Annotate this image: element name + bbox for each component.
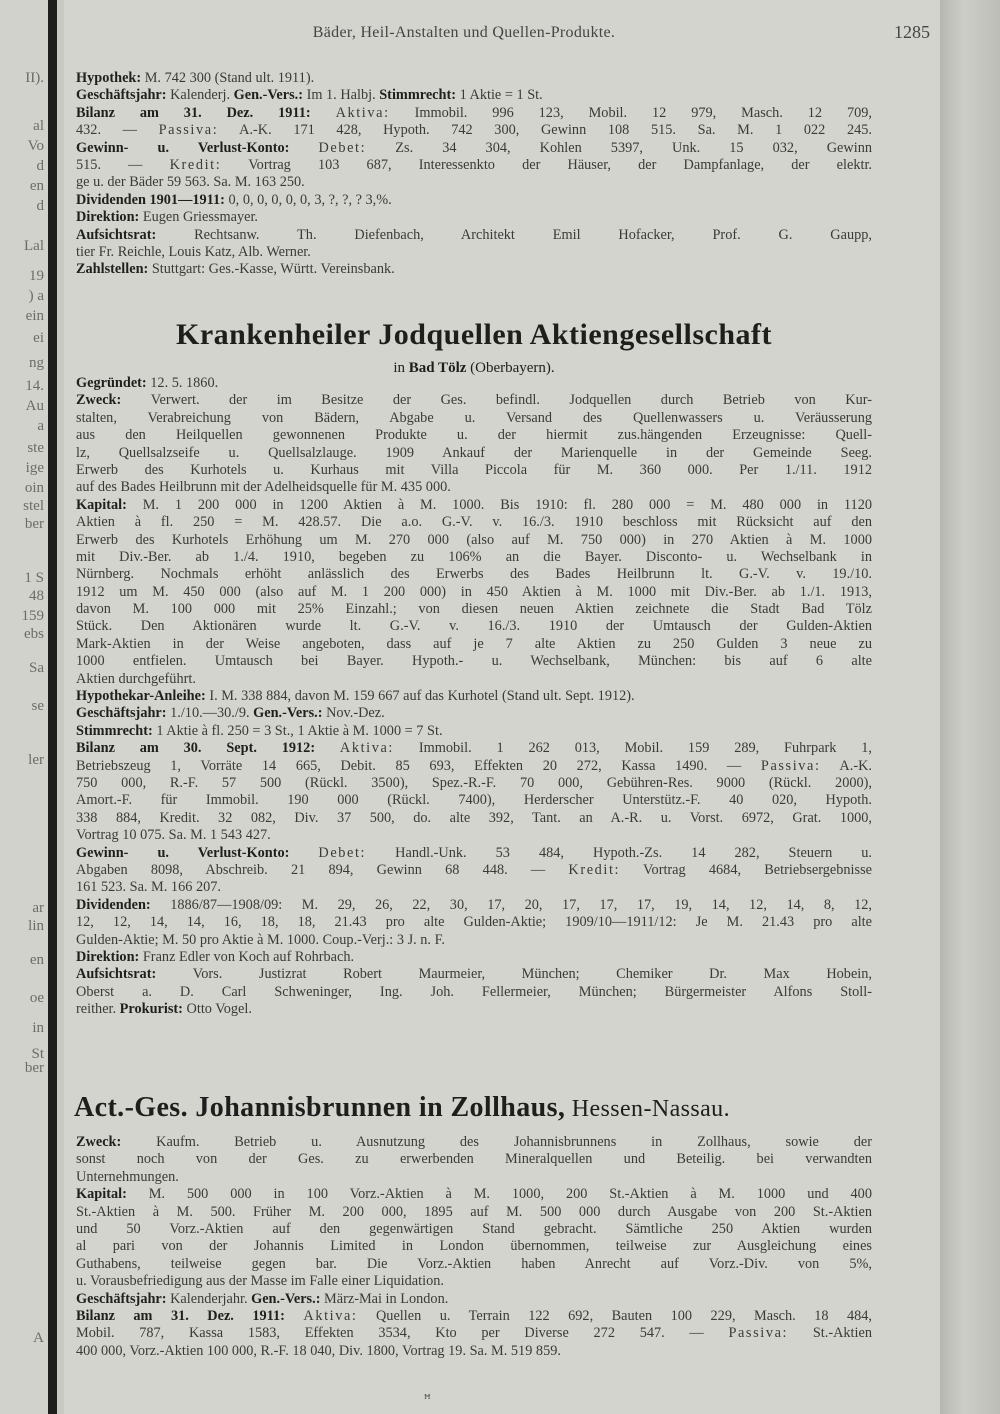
field-text: 1 Aktie = 1 St.: [459, 87, 543, 104]
header-title: Bäder, Heil-Anstalten und Quellen-Produkte.: [312, 24, 616, 41]
text-line: [76, 601, 872, 618]
field-label: Bilanz am 31. Dez. 1911:: [76, 1307, 304, 1324]
field-label: Hypothek:: [76, 70, 145, 86]
field-label: Gen.-Vers.:: [253, 705, 327, 722]
margin-fragment: ei: [33, 330, 44, 346]
text-line: [76, 723, 872, 740]
margin-fragment: 19: [29, 268, 44, 284]
field-label: Geschäftsjahr:: [76, 87, 171, 104]
field-text: Amort.-F. für Immobil. 190 000 (Rückl. 7400), Herderscher Unterstütz.-F. 40 020, Hypoth.: [76, 792, 872, 809]
field-label: Hypothekar-Anleihe:: [76, 688, 210, 705]
field-text: 338 884, Kredit. 32 082, Div. 37 500, do. alte 392, Tant. an A.-R. u. Vorst. 6972, Grat. 1000,: [76, 809, 872, 826]
field-text: M. 500 000 in 100 Vorz.-Aktien à M. 1000, 200 St.-Aktien à M. 1000 und 400: [148, 1186, 872, 1203]
field-text: ge u. der Bäder 59 563. Sa. M. 163 250.: [76, 174, 305, 191]
text-line: [76, 1001, 872, 1018]
field-text: März-Mai in London.: [324, 1290, 449, 1307]
field-label: Gen.-Vers.:: [233, 87, 307, 104]
previous-page-edge: [0, 0, 57, 1414]
margin-fragment: Sa: [29, 660, 44, 676]
text-line: [76, 87, 872, 104]
field-text: Abgaben 8098, Abschreib. 21 894, Gewinn 68 448. —: [76, 861, 569, 878]
text-line: [76, 70, 872, 87]
text-line: [76, 549, 872, 566]
field-text: Handl.-Unk. 53 484, Hypoth.-Zs. 14 282, Steuern u.: [366, 844, 872, 861]
text-line: [76, 1256, 872, 1273]
field-text: Oberst a. D. Carl Schweninger, Ing. Joh. Fellermeier, München; Bürgermeister Alfons Stoll-: [76, 983, 872, 1000]
field-text: sonst noch von der Ges. zu erwerbenden Mineralquellen und Beteilig. bei verwandten: [76, 1151, 872, 1168]
margin-fragment: Lal: [24, 238, 44, 254]
field-text: Zs. 34 304, Kohlen 5397, Unk. 15 032, Gewinn: [366, 139, 872, 156]
text-line: [76, 1273, 872, 1290]
field-text: Aktiva:: [339, 740, 395, 757]
text-line: [76, 932, 872, 949]
field-text: 1000 entfielen. Umtausch bei Bayer. Hypoth.- u. Wechselbank, München: bis auf 6 alte: [76, 653, 872, 670]
text-line: [76, 1291, 872, 1308]
margin-fragment: ng: [29, 355, 44, 371]
text-line: [76, 671, 872, 688]
margin-fragment: 159: [21, 608, 44, 624]
margin-fragment: II).: [25, 70, 44, 86]
text-line: [76, 618, 872, 635]
text-line: [76, 897, 872, 914]
text-line: [76, 792, 872, 809]
field-label: Direktion:: [76, 209, 143, 226]
field-text: Aktien à fl. 250 = M. 428.57. Die a.o. G.-V. v. 16./3. 1910 beschloss mit Rücksicht auf den: [76, 514, 872, 531]
text-line: [76, 514, 872, 531]
margin-fragment: A: [33, 1330, 44, 1346]
margin-fragment: en: [29, 952, 44, 968]
text-line: [76, 914, 872, 931]
text-line: [76, 244, 872, 261]
field-text: reither.: [76, 1001, 120, 1018]
text-line: [76, 1169, 872, 1186]
field-text: M. 742 300 (Stand ult. 1911).: [144, 70, 315, 86]
section-krankenheiler: [76, 375, 872, 1018]
text-line: [76, 479, 872, 496]
margin-fragment: Au: [25, 398, 44, 414]
field-text: Mark-Aktien in der Weise angeboten, dass auf je 7 alte Aktien zu 250 Gulden 3 neue zu: [76, 635, 872, 652]
field-label: Gewinn- u. Verlust-Konto:: [76, 139, 319, 156]
field-label: Zahlstellen:: [76, 261, 152, 278]
field-text: Vors. Justizrat Robert Maurmeier, München; Chemiker Dr. Max Hobein,: [192, 966, 872, 983]
text-line: [76, 845, 872, 862]
text-line: [76, 105, 872, 122]
field-text: 161 523. Sa. M. 166 207.: [76, 879, 221, 896]
field-text: Passiva:: [728, 1325, 789, 1342]
company-title-main: Act.-Ges. Johannisbrunnen in Zollhaus,: [74, 1092, 566, 1123]
field-text: A.-K. 171 428, Hypoth. 742 300, Gewinn 108 515. Sa. M. 1 022 245.: [218, 122, 872, 139]
text-line: [76, 1134, 872, 1151]
field-text: 400 000, Vorz.-Aktien 100 000, R.-F. 18 040, Div. 1800, Vortrag 19. Sa. M. 519 859.: [76, 1342, 561, 1359]
text-line: [76, 157, 872, 174]
field-label: Zweck:: [76, 392, 151, 409]
margin-fragment: al: [33, 118, 44, 134]
text-line: [76, 758, 872, 775]
field-label: Geschäftsjahr:: [76, 1290, 171, 1307]
field-text: Aktiva:: [335, 104, 390, 121]
field-label: Zweck:: [76, 1134, 157, 1150]
field-text: Erwerb des Kurhotels Erhöhung um M. 270 000 (also auf M. 750 000) in 270 Aktien à M. 1000: [76, 531, 872, 548]
text-line: [76, 1308, 872, 1325]
field-label: Gegründet:: [76, 375, 151, 391]
field-text: Kredit:: [169, 156, 222, 173]
text-line: [76, 566, 872, 583]
field-label: Gewinn- u. Verlust-Konto:: [76, 844, 319, 861]
field-text: Kalenderj.: [170, 87, 234, 104]
field-text: Passiva:: [760, 757, 821, 774]
field-text: 750 000, R.-F. 57 500 (Rückl. 3500), Spez.-R.-F. 70 000, Gebühren-Res. 9000 (Rückl. 2000),: [76, 774, 872, 791]
field-text: stalten, Verabreichung von Bädern, Abgabe u. Versand des Quellenwassers u. Veräusserung: [76, 409, 872, 426]
text-line: [76, 949, 872, 966]
margin-fragment: oin: [24, 480, 44, 496]
margin-fragment: ste: [27, 440, 44, 456]
margin-fragment: 1 S: [24, 570, 44, 586]
field-text: St.-Aktien à M. 500. Früher M. 200 000, 1895 auf M. 500 000 durch Ausgabe von 200 St.-Aktien: [76, 1203, 872, 1220]
field-text: 1886/87—1908/09: M. 29, 26, 22, 30, 17, 20, 17, 17, 17, 19, 14, 12, 14, 8, 12,: [170, 896, 872, 913]
field-text: Mobil. 787, Kassa 1583, Effekten 3534, Kto per Diverse 272 547. —: [76, 1325, 729, 1342]
field-label: Kapital:: [76, 1186, 149, 1203]
field-text: Betriebszeug 1, Vorräte 14 665, Debit. 85 693, Effekten 20 272, Kassa 1490. —: [76, 757, 761, 774]
margin-fragment: ige: [25, 460, 44, 476]
field-text: Stuttgart: Ges.-Kasse, Württ. Vereinsbank.: [151, 261, 395, 278]
field-label: Bilanz am 30. Sept. 1912:: [76, 740, 340, 757]
field-text: Erwerb des Kurhotels u. Kurhaus mit Villa Piccola für M. 360 000. Per 1./11. 1912: [76, 461, 872, 478]
text-line: [76, 810, 872, 827]
field-text: Unternehmungen.: [76, 1168, 179, 1185]
field-text: 1 Aktie à fl. 250 = 3 St., 1 Aktie à M. 1000 = 7 St.: [156, 722, 443, 739]
section-previous-company: [76, 70, 872, 279]
text-line: [76, 775, 872, 792]
field-text: Passiva:: [158, 122, 219, 139]
text-line: [76, 636, 872, 653]
text-line: [76, 1204, 872, 1221]
field-text: Quellen u. Terrain 122 692, Bauten 100 229, Masch. 18 484,: [357, 1307, 872, 1324]
text-line: [76, 532, 872, 549]
field-label: Dividenden 1901—1911:: [76, 191, 229, 208]
field-text: davon M. 100 000 mit 25% Einzahl.; von diesen neuen Aktien zeichnete die Stadt Bad Tölz: [76, 601, 872, 618]
margin-fragment: ) a: [28, 288, 44, 304]
text-line: [76, 497, 872, 514]
text-line: [76, 140, 872, 157]
field-text: A.-K.: [820, 757, 872, 774]
field-text: 432. —: [76, 122, 159, 139]
field-label: Gen.-Vers.:: [251, 1290, 325, 1307]
margin-fragment: 48: [29, 588, 44, 604]
company-title-krankenheiler: Krankenheiler Jodquellen Aktiengesellschaft: [176, 318, 772, 351]
footer-mark: ꟸ: [424, 1392, 431, 1406]
margin-fragment: ber: [24, 516, 44, 532]
field-text: 1./10.—30./9.: [170, 705, 254, 722]
field-text: Vortrag 103 687, Interessenkto der Häuser, der Dampfanlage, der elektr.: [221, 156, 872, 173]
text-line: [76, 1343, 872, 1360]
margin-fragment: ar: [32, 900, 44, 916]
field-text: Otto Vogel.: [186, 1001, 252, 1018]
field-text: aus den Heilquellen gewonnenen Produkte u. der hiermit zus.hängenden Erzeugnisse: Quell-: [76, 427, 872, 444]
field-text: Franz Edler von Koch auf Rohrbach.: [142, 948, 355, 965]
field-text: 1912 um M. 450 000 (also auf M. 1 200 000) in 450 Aktien à M. 1000 mit Div.-Ber. ab 1./1. 1913,: [76, 583, 872, 600]
margin-fragment: ler: [28, 752, 44, 768]
margin-fragment: oe: [29, 990, 44, 1006]
field-text: Verwert. der im Besitze der Ges. befindl. Jodquellen durch Betrieb von Kur-: [150, 392, 872, 409]
margin-fragment: a: [37, 418, 44, 434]
company-title-johannisbrunnen: [74, 1092, 870, 1124]
text-line: [76, 122, 872, 139]
margin-fragment: in: [32, 1020, 44, 1036]
text-line: [76, 392, 872, 409]
text-line: [76, 705, 872, 722]
field-text: Kalenderjahr.: [170, 1290, 252, 1307]
text-line: [76, 1221, 872, 1238]
text-line: [76, 1151, 872, 1168]
field-text: 12, 12, 14, 14, 16, 18, 18, 21.43 pro alte Gulden-Aktie; 1909/10—1911/12: Je M. 21.43 pro alte: [76, 914, 872, 931]
field-text: Vortrag 10 075. Sa. M. 1 543 427.: [76, 827, 271, 844]
field-label: Bilanz am 31. Dez. 1911:: [76, 104, 336, 121]
margin-fragment: 14.: [25, 378, 44, 394]
margin-fragment: d: [36, 198, 44, 214]
field-label: Direktion:: [76, 948, 143, 965]
field-label: Geschäftsjahr:: [76, 705, 171, 722]
field-text: Im 1. Halbj.: [306, 87, 380, 104]
text-line: [76, 688, 872, 705]
field-text: und 50 Vorz.-Aktien auf den gegenwärtigen Stand gebracht. Sämtliche 250 Aktien wurden: [76, 1220, 872, 1237]
margin-fragment: d: [36, 158, 44, 174]
margin-fragment: ber: [24, 1060, 44, 1076]
text-line: [76, 966, 872, 983]
field-text: Aktiva:: [303, 1307, 358, 1324]
location-suffix: (Oberbayern).: [466, 360, 555, 376]
field-text: St.-Aktien: [788, 1325, 872, 1342]
text-line: [76, 1238, 872, 1255]
running-header: [64, 24, 940, 48]
margin-fragment: lin: [28, 918, 44, 934]
text-line: [76, 227, 872, 244]
location-prefix: in: [393, 360, 409, 376]
text-line: [76, 984, 872, 1001]
text-line: [76, 375, 872, 392]
text-line: [76, 740, 872, 757]
field-text: tier Fr. Reichle, Louis Katz, Alb. Werner.: [76, 243, 311, 260]
text-line: [76, 261, 872, 278]
field-text: Immobil. 1 262 013, Mobil. 159 289, Fuhrpark 1,: [394, 740, 872, 757]
margin-fragment: ebs: [24, 626, 44, 642]
field-label: Aufsichtsrat:: [76, 966, 193, 983]
margin-fragment: en: [29, 178, 44, 194]
field-label: Aufsichtsrat:: [76, 226, 195, 243]
field-text: mit Div.-Ber. ab 1./4. 1910, begeben zu 106% an die Bayer. Disconto- u. Wechselbank in: [76, 548, 872, 565]
field-label: Stimmrecht:: [379, 87, 460, 104]
margin-fragment: St: [31, 1046, 44, 1062]
margin-fragment: Vo: [27, 138, 44, 154]
section-johannisbrunnen: [76, 1134, 872, 1360]
margin-fragment: se: [31, 698, 44, 714]
field-text: lz, Quellsalzseife u. Quellsalzlauge. 1909 Ankauf der Marienquelle in der Gemeinde Seeg.: [76, 444, 872, 461]
field-text: 12. 5. 1860.: [150, 375, 219, 391]
field-text: Guthabens, teilweise gegen bar. Die Vorz.-Aktien haben Anrecht auf Vorz.-Div. von 5%,: [76, 1255, 872, 1272]
page-number: 1285: [894, 22, 930, 42]
field-text: al pari von der Johannis Limited in London übernommen, teilweise zur Ausgleichung eines: [76, 1238, 872, 1255]
company-title-region: Hessen-Nassau.: [565, 1096, 730, 1122]
text-line: [76, 827, 872, 844]
field-text: I. M. 338 884, davon M. 159 667 auf das Kurhotel (Stand ult. Sept. 1912).: [209, 688, 635, 705]
margin-fragment: stel: [23, 498, 44, 514]
text-line: [76, 192, 872, 209]
text-line: [76, 445, 872, 462]
text-line: [76, 410, 872, 427]
field-text: 515. —: [76, 156, 170, 173]
text-line: [76, 879, 872, 896]
field-text: Kredit:: [568, 861, 621, 878]
margin-fragment: ein: [25, 308, 44, 324]
field-text: Nürnberg. Nochmals erhöht anlässlich des Erwerbs des Bades Heilbrunn lt. G.-V. v. 19./10.: [76, 566, 872, 583]
page-edge-right: [940, 0, 1000, 1414]
text-line: [76, 462, 872, 479]
field-label: Stimmrecht:: [76, 722, 157, 739]
text-line: [76, 653, 872, 670]
field-text: Aktien durchgeführt.: [76, 670, 196, 687]
field-text: Immobil. 996 123, Mobil. 12 979, Masch. 12 709,: [389, 104, 872, 121]
field-text: Rechtsanw. Th. Diefenbach, Architekt Emil Hofacker, Prof. G. Gaupp,: [194, 226, 872, 243]
field-text: Debet:: [318, 844, 367, 861]
text-line: [76, 427, 872, 444]
field-text: auf des Bades Heilbrunn mit der Adelheidsquelle für M. 435 000.: [76, 479, 451, 496]
field-text: 0, 0, 0, 0, 0, 0, 3, ?, ?, ? 3,%.: [228, 191, 392, 208]
page-content: [64, 0, 940, 1414]
text-line: [76, 1325, 872, 1342]
field-label: Prokurist:: [119, 1001, 187, 1018]
field-text: Gulden-Aktie; M. 50 pro Aktie à M. 1000. Coup.-Verj.: 3 J. n. F.: [76, 931, 445, 948]
field-text: M. 1 200 000 in 1200 Aktien à M. 1000. Bis 1910: fl. 280 000 = M. 480 000 in 1120: [142, 496, 872, 513]
field-text: Nov.-Dez.: [326, 705, 385, 722]
text-line: [76, 174, 872, 191]
text-line: [76, 209, 872, 226]
field-text: Vortrag 4684, Betriebsergebnisse: [620, 861, 872, 878]
text-line: [76, 862, 872, 879]
field-text: u. Vorausbefriedigung aus der Masse im Falle einer Liquidation.: [76, 1273, 444, 1290]
field-label: Dividenden:: [76, 896, 171, 913]
text-line: [76, 1186, 872, 1203]
field-text: Kaufm. Betrieb u. Ausnutzung des Johannisbrunnens in Zollhaus, sowie der: [156, 1134, 872, 1150]
field-text: Eugen Griessmayer.: [142, 209, 258, 226]
field-text: Stück. Den Aktionären wurde lt. G.-V. v. 16./3. 1910 der Umtausch der Gulden-Aktien: [76, 618, 872, 635]
field-label: Kapital:: [76, 496, 143, 513]
text-line: [76, 584, 872, 601]
location-place: Bad Tölz: [408, 360, 467, 376]
field-text: Debet:: [318, 139, 367, 156]
